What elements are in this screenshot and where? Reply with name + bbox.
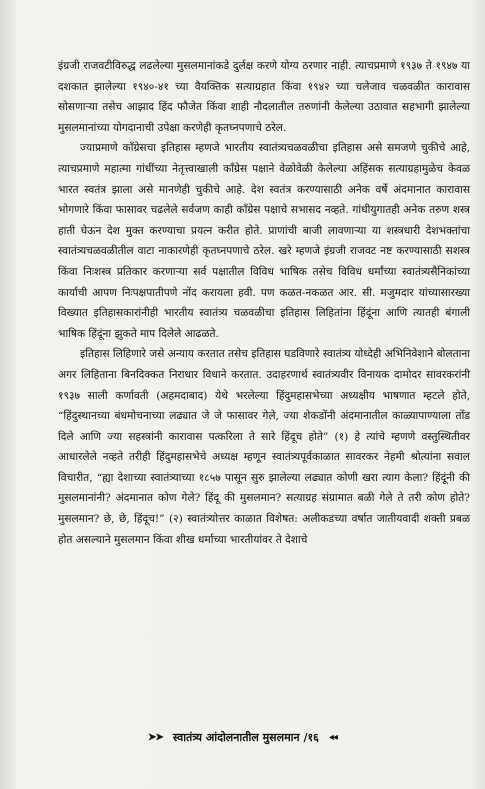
paragraph-2: ज्याप्रमाणे कॉंग्रेसचा इतिहास म्हणजे भारतीय स्वातंत्र्यचळवळीचा इतिहास असे समजणे चुकीचे आहे, त्याचप्रमाणे महात्मा गांधींच्या नेतृत्त्वाखाली कॉंग्रेस पक्षाने वेळोवेळी केलेल्या अहिंसक सत्याग्रहामुळेच केवळ भारत स्वतंत्र झाला असे मानणेही चुकीचे आहे. देश स्वतंत्र करण्यासाठी अनेक वर्षे अंदमानात कारावास भोगणारे किंवा फासावर चढलेले सर्वजण काही कॉंग्रेस पक्षाचे सभासद नव्हते. गांधीयुगातही अनेक तरुण शस्त्र हाती घेऊन देश मुक्त करण्याचा प्रयत्न करीत होते. प्राणांची बाजी लावणाऱ्या या शस्त्रधारी देशभक्तांचा स्वातंत्र्यचळवळीतील वाटा नाकारणेही कृतघ्नपणाचे ठरेल. खरे म्हणजे इंग्रजी राजवट नष्ट करण्यासाठी सशस्त्र किंवा निःशस्त्र प्रतिकार करणाऱ्या सर्व पक्षातील विविध भाषिक तसेच विविध धर्मांच्या स्वातंत्र्यसैनिकांच्या कार्याची आपण निःपक्षपातीपणे नोंद करायला हवी. पण कळत-नकळत आर. सी. मजुमदार यांच्यासारख्या विख्यात इतिहासकारांनीही भारतीय स्वातंत्र्य चळवळीचा इतिहास लिहितांना हिंदूंना आणि त्यातही बंगाली भाषिक हिंदूंना झुकते माप दिलेले आढळते.: [58, 142, 470, 340]
left-ornament-icon: ➤➤: [148, 732, 163, 743]
paragraph-1: इंग्रजी राजवटीविरुद्ध लढलेल्या मुसलमानांकडे दुर्लक्ष करणे योग्य ठरणार नाही. त्याचप्रमाणे १९३७ ते १९४७ या दशकात झालेल्या १९४०-४१ च्या वैयक्तिक सत्याग्रहात किंवा १९४२ च्या चलेजाव चळवळीत कारावास सोसणाऱ्या तसेच आझाद हिंद फौजेत किंवा शाही नौदलातील तरुणांनी केलेल्या उठावात सहभागी झालेल्या मुसलमानांच्या योगदानाची उपेक्षा करणेही कृतघ्नपणाचे ठरेल.: [58, 60, 470, 134]
right-ornament-icon: ◂◂: [328, 732, 337, 743]
paragraph-3: इतिहास लिहिणारे जसे अन्याय करतात तसेच इतिहास घडविणारे स्वातंत्र्य योध्देही अभिनिवेशाने बोलताना अगर लिहिताना बिनदिक्कत निराधार विधाने करतात. उदाहरणार्थ स्वातंत्र्यवीर विनायक दामोदर सावरकरांनी १९३७ साली कर्णावती (अहमदाबाद) येथे भरलेल्या हिंदुमहासभेच्या अध्यक्षीय भाषणात म्हटले होते, “हिंदुस्थानच्या बंधमोचनाच्या लढ्यात जे जे फासावर गेले, ज्या शेकडोंनी अंदमानातील काळ्यापाण्याला तोंड दिले आणि ज्या सहस्त्रांनी कारावास पत्करिला ते सारे हिंदूच होते” (१) हे त्यांचे म्हणणे वस्तुस्थितीवर आधारलेले नव्हते तरीही हिंदुमहासभेचे अध्यक्ष म्हणून स्वातंत्र्यपूर्वकाळात सावरकर नेहमी श्रोत्यांना सवाल विचारीत, “ह्या देशाच्या स्वातंत्र्याच्या १८५७ पासून सुरु झालेल्या लढ्यात कोणी खरा त्याग केला? हिंदूंनी की मुसलमानांनी? अंदमानात कोण गेले? हिंदू की मुसलमान? सत्याग्रह संग्रामात बळी गेले ते तरी कोण होते? मुसलमान? छे, छे, हिंदूच!” (२) स्वातंत्र्योत्तर काळात विशेषत: अलीकडच्या वर्षात जातीयवादी शक्ती प्रबळ होत असल्याने मुसलमान किंवा शीख धर्माच्या भारतीयांवर ते देशाचे: [58, 348, 470, 546]
running-footer-title: स्वातंत्र्य आंदोलनातील मुसलमान /१६: [172, 731, 319, 744]
page-footer: [0, 730, 485, 745]
body-text: [58, 56, 470, 550]
